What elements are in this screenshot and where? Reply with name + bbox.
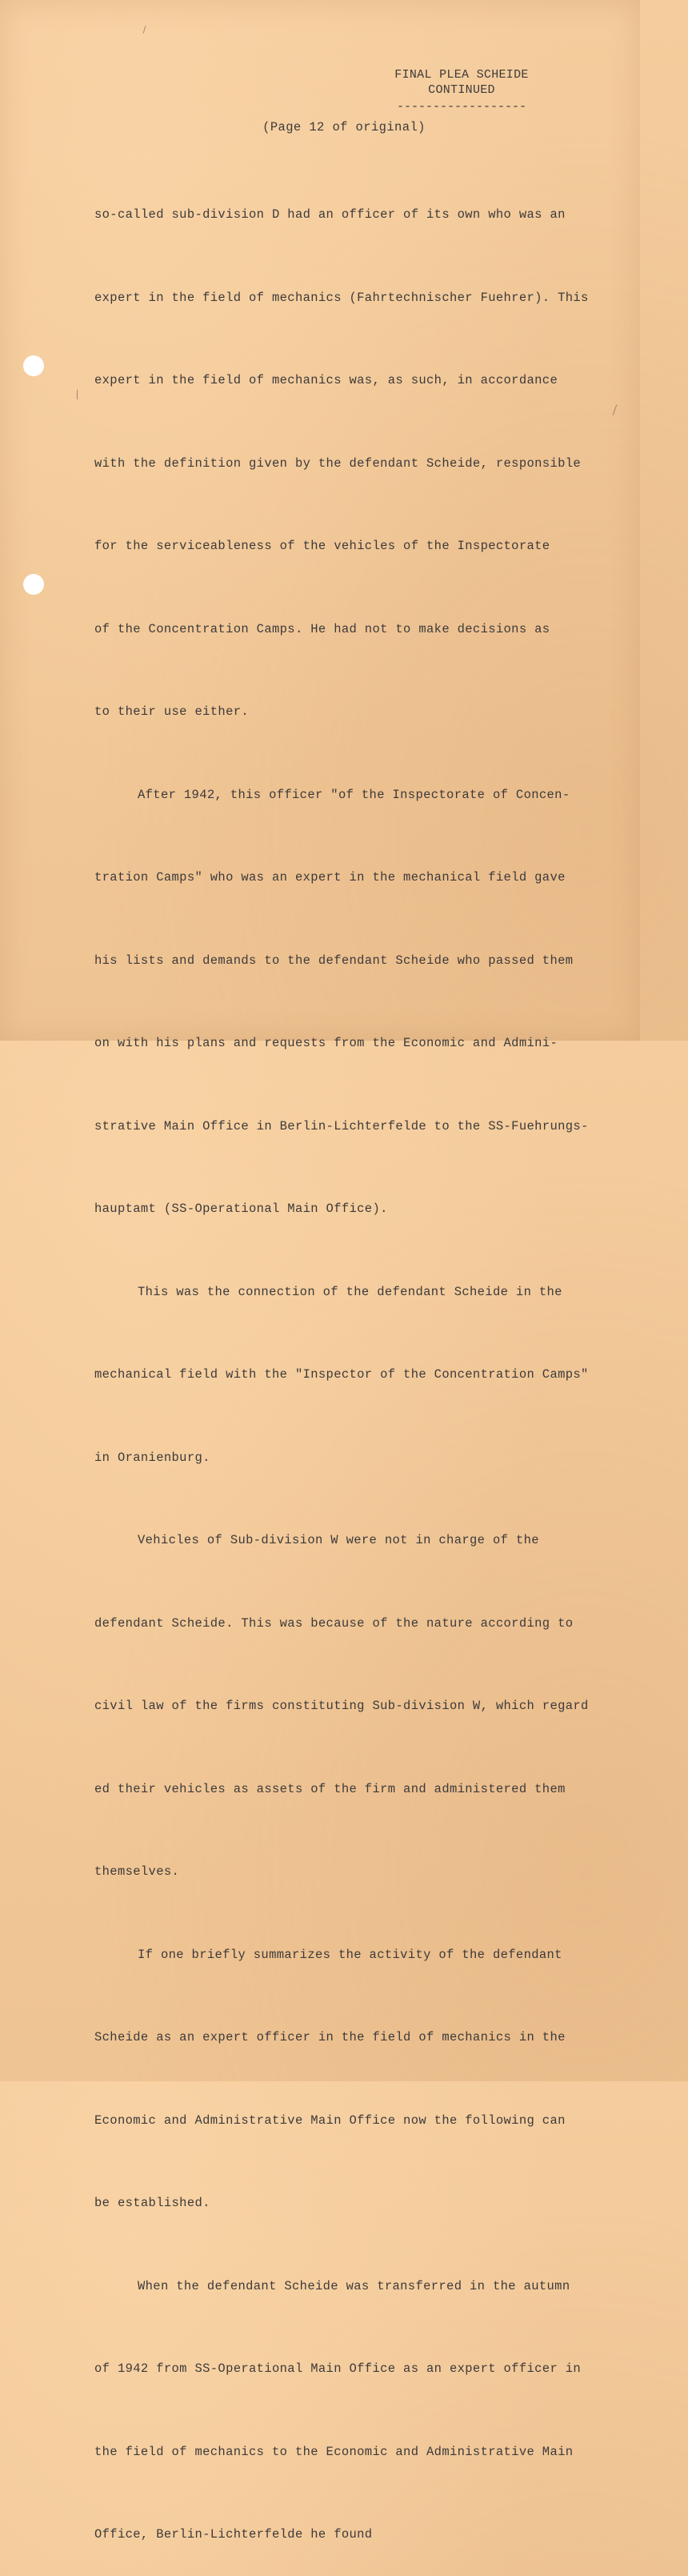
stray-mark: [77, 390, 78, 399]
text-line: with the definition given by the defendant Scheide, responsible: [94, 455, 582, 471]
text-line: on with his plans and requests from the Economic and Admini-: [94, 1036, 558, 1050]
paragraph-start-line: If one briefly summarizes the activity of the defendant: [138, 1947, 562, 1962]
text-line: Office, Berlin-Lichterfelde he found: [94, 2527, 373, 2542]
text-line: for the serviceableness of the vehicles of the Inspectorate: [94, 539, 550, 553]
text-line: strative Main Office in Berlin-Lichterfelde to the SS-Fuehrungs-: [94, 1118, 589, 1134]
punch-hole: [23, 574, 44, 595]
text-line: expert in the field of mechanics was, as such, in accordance: [94, 373, 558, 387]
paragraph-start-line: Vehicles of Sub-division W were not in charge of the: [138, 1533, 539, 1547]
text-line: tration Camps" who was an expert in the mechanical field gave: [94, 870, 566, 885]
body-text: [94, 146, 614, 2576]
text-line: so-called sub-division D had an officer of its own who was an: [94, 207, 566, 222]
text-line: the field of mechanics to the Economic and Administrative Main: [94, 2444, 574, 2459]
header-subtitle: CONTINUED: [428, 83, 495, 97]
header-underline: ------------------: [396, 100, 527, 114]
text-line: mechanical field with the "Inspector of the Concentration Camps": [94, 1367, 589, 1382]
text-line: of 1942 from SS-Operational Main Office as an expert officer in: [94, 2361, 582, 2376]
text-line: to their use either.: [94, 704, 250, 719]
text-line: expert in the field of mechanics (Fahrtechnischer Fuehrer). This: [94, 290, 589, 305]
text-line: his lists and demands to the defendant Scheide who passed them: [94, 953, 574, 968]
header-title: FINAL PLEA SCHEIDE: [394, 68, 529, 82]
punch-hole: [23, 355, 44, 376]
text-line: ed their vehicles as assets of the firm and administered them: [94, 1781, 566, 1796]
text-line: themselves.: [94, 1864, 180, 1879]
paragraph-start-line: When the defendant Scheide was transferred in the autumn: [138, 2278, 570, 2293]
text-line: in Oranienburg.: [94, 1450, 210, 1465]
paragraph-start-line: After 1942, this officer "of the Inspectorate of Concen-: [138, 787, 570, 802]
paragraph-start-line: This was the connection of the defendant Scheide in the: [138, 1284, 562, 1299]
stray-mark: [142, 26, 146, 34]
text-line: be established.: [94, 2196, 210, 2210]
page-reference: (Page 12 of original): [262, 120, 426, 134]
text-line: Scheide as an expert officer in the field of mechanics in the: [94, 2030, 566, 2044]
text-line: civil law of the firms constituting Sub-division W, which regard: [94, 1699, 589, 1713]
document-header: [386, 67, 538, 114]
text-line: Economic and Administrative Main Office now the following can: [94, 2113, 566, 2128]
text-line: defendant Scheide. This was because of the nature according to: [94, 1615, 574, 1631]
text-line: hauptamt (SS-Operational Main Office).: [94, 1202, 388, 1216]
text-line: of the Concentration Camps. He had not to make decisions as: [94, 621, 550, 636]
